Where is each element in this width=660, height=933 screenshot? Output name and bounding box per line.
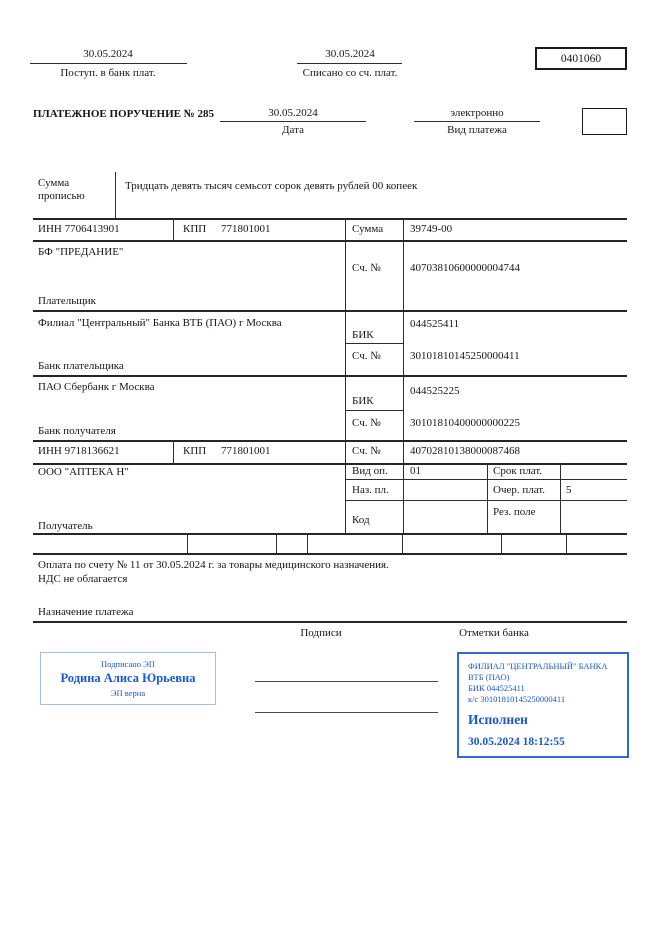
vid-op-label: Вид оп. — [352, 465, 388, 477]
payer-kpp-label: КПП — [183, 223, 207, 235]
fields-row-vline — [276, 534, 277, 553]
payment-kind-value: электронно — [450, 107, 504, 119]
signature-stamp-top: Подписано ЭП — [101, 659, 155, 669]
payee-bank-section-label: Банк получателя — [38, 425, 116, 437]
divider-line — [33, 310, 627, 312]
form-code-box — [535, 47, 627, 70]
purpose-line2: НДС не облагается — [38, 573, 128, 585]
debited-underline — [297, 63, 402, 64]
payee-bank-bik-label: БИК — [352, 395, 374, 407]
signatures-label: Подписи — [300, 627, 342, 639]
vid-op-value: 01 — [410, 465, 421, 477]
payee-name: ООО "АПТЕКА Н" — [38, 466, 129, 478]
fields-row-vline — [307, 534, 308, 553]
bank-stamp-line4: к/с 30101810145250000411 — [468, 694, 566, 704]
document-title: ПЛАТЕЖНОЕ ПОРУЧЕНИЕ № 285 — [33, 108, 215, 120]
payer-bank-section-label: Банк плательщика — [38, 360, 124, 372]
form-code: 0401060 — [560, 52, 602, 65]
amount-in-words: Тридцать девять тысяч семьсот сорок девять рублей 00 копеек — [125, 180, 418, 192]
bank-stamp-datetime: 30.05.2024 18:12:55 — [468, 736, 565, 748]
payer-bank-account-label: Сч. № — [352, 350, 381, 362]
debited-date: 30.05.2024 — [325, 48, 375, 60]
purpose-line1: Оплата по счету № 11 от 30.05.2024 г. за товары медицинского назначения. — [38, 559, 389, 571]
details-vline — [560, 463, 561, 533]
document-date: 30.05.2024 — [268, 107, 318, 119]
payee-account-label: Сч. № — [352, 445, 381, 457]
payer-name: БФ "ПРЕДАНИЕ" — [38, 246, 124, 258]
payee-bank-account-label: Сч. № — [352, 417, 381, 429]
received-date: 30.05.2024 — [83, 48, 133, 60]
bank-stamp-line3: БИК 044525411 — [468, 683, 525, 693]
divider-line — [33, 375, 627, 377]
signature-stamp-bottom: ЭП верна — [110, 688, 146, 698]
payee-kpp: 771801001 — [221, 445, 271, 457]
divider-line — [33, 240, 627, 242]
payee-bank-account: 30101810400000000225 — [410, 417, 520, 429]
payer-account: 40703810600000004744 — [410, 262, 520, 274]
signature-stamp-name: Родина Алиса Юрьевна — [60, 671, 196, 685]
payee-bank-bik: 044525225 — [410, 385, 460, 397]
bank-stamp-line1: ФИЛИАЛ "ЦЕНТРАЛЬНЫЙ" БАНКА — [468, 661, 608, 671]
bank-marks-label: Отметки банка — [459, 627, 529, 639]
divider-line — [33, 621, 627, 623]
details-vline — [487, 463, 488, 533]
payer-bank-bik-label: БИК — [352, 329, 374, 341]
payee-bank-name: ПАО Сбербанк г Москва — [38, 381, 155, 393]
ocher-plat-value: 5 — [566, 484, 572, 496]
payer-kpp: 771801001 — [221, 223, 271, 235]
payment-kind-underline — [414, 121, 540, 122]
sum-label: Сумма — [352, 223, 384, 235]
details-hline — [345, 479, 627, 480]
kod-label: Код — [352, 514, 370, 526]
amount-in-words-label: Сумма прописью — [38, 177, 85, 202]
inn-kpp-vline — [173, 218, 174, 240]
payer-bank-name: Филиал "Центральный" Банка ВТБ (ПАО) г Москва — [38, 317, 282, 329]
bank-stamp — [457, 652, 629, 758]
signature-line — [255, 681, 438, 682]
bank-stamp-line2: ВТБ (ПАО) — [468, 672, 510, 682]
payer-account-label: Сч. № — [352, 262, 381, 274]
date-label: Дата — [282, 124, 304, 136]
fields-row-vline — [566, 534, 567, 553]
inn-kpp-vline — [173, 440, 174, 463]
signature-stamp — [40, 652, 216, 705]
debited-label: Списано со сч. плат. — [302, 67, 398, 79]
divider-line — [33, 533, 627, 535]
payer-bank-bik: 044525411 — [410, 318, 460, 330]
signature-line — [255, 712, 438, 713]
fields-row-vline — [187, 534, 188, 553]
date-underline — [220, 121, 366, 122]
ocher-plat-label: Очер. плат. — [493, 484, 546, 496]
divider-line — [33, 218, 627, 220]
srok-plat-label: Срок плат. — [493, 465, 543, 477]
payment-kind-label: Вид платежа — [447, 124, 507, 136]
fields-row-vline — [402, 534, 403, 553]
purpose-section-label: Назначение платежа — [38, 606, 134, 618]
naz-pl-label: Наз. пл. — [352, 484, 389, 496]
payer-bank-account: 30101810145250000411 — [410, 350, 520, 362]
payee-inn: ИНН 9718136621 — [38, 445, 120, 457]
details-hline — [345, 500, 627, 501]
received-label: Поступ. в банк плат. — [60, 67, 156, 79]
payee-kpp-label: КПП — [183, 445, 207, 457]
payer-section-label: Плательщик — [38, 295, 96, 307]
payment-type-box — [582, 108, 627, 135]
payer-inn: ИНН 7706413901 — [38, 223, 120, 235]
received-underline — [30, 63, 187, 64]
sum-value: 39749-00 — [410, 223, 453, 235]
bank-stamp-status: Исполнен — [468, 712, 528, 727]
fields-row-vline — [501, 534, 502, 553]
bik-cell-underline — [345, 343, 403, 344]
payee-section-label: Получатель — [38, 520, 93, 532]
divider-line — [33, 440, 627, 442]
divider-line — [33, 553, 627, 555]
rez-pole-label: Рез. поле — [493, 506, 536, 518]
payee-account: 40702810138000087468 — [410, 445, 520, 457]
amount-divider-vline — [115, 172, 116, 218]
bik-cell-underline — [345, 410, 403, 411]
